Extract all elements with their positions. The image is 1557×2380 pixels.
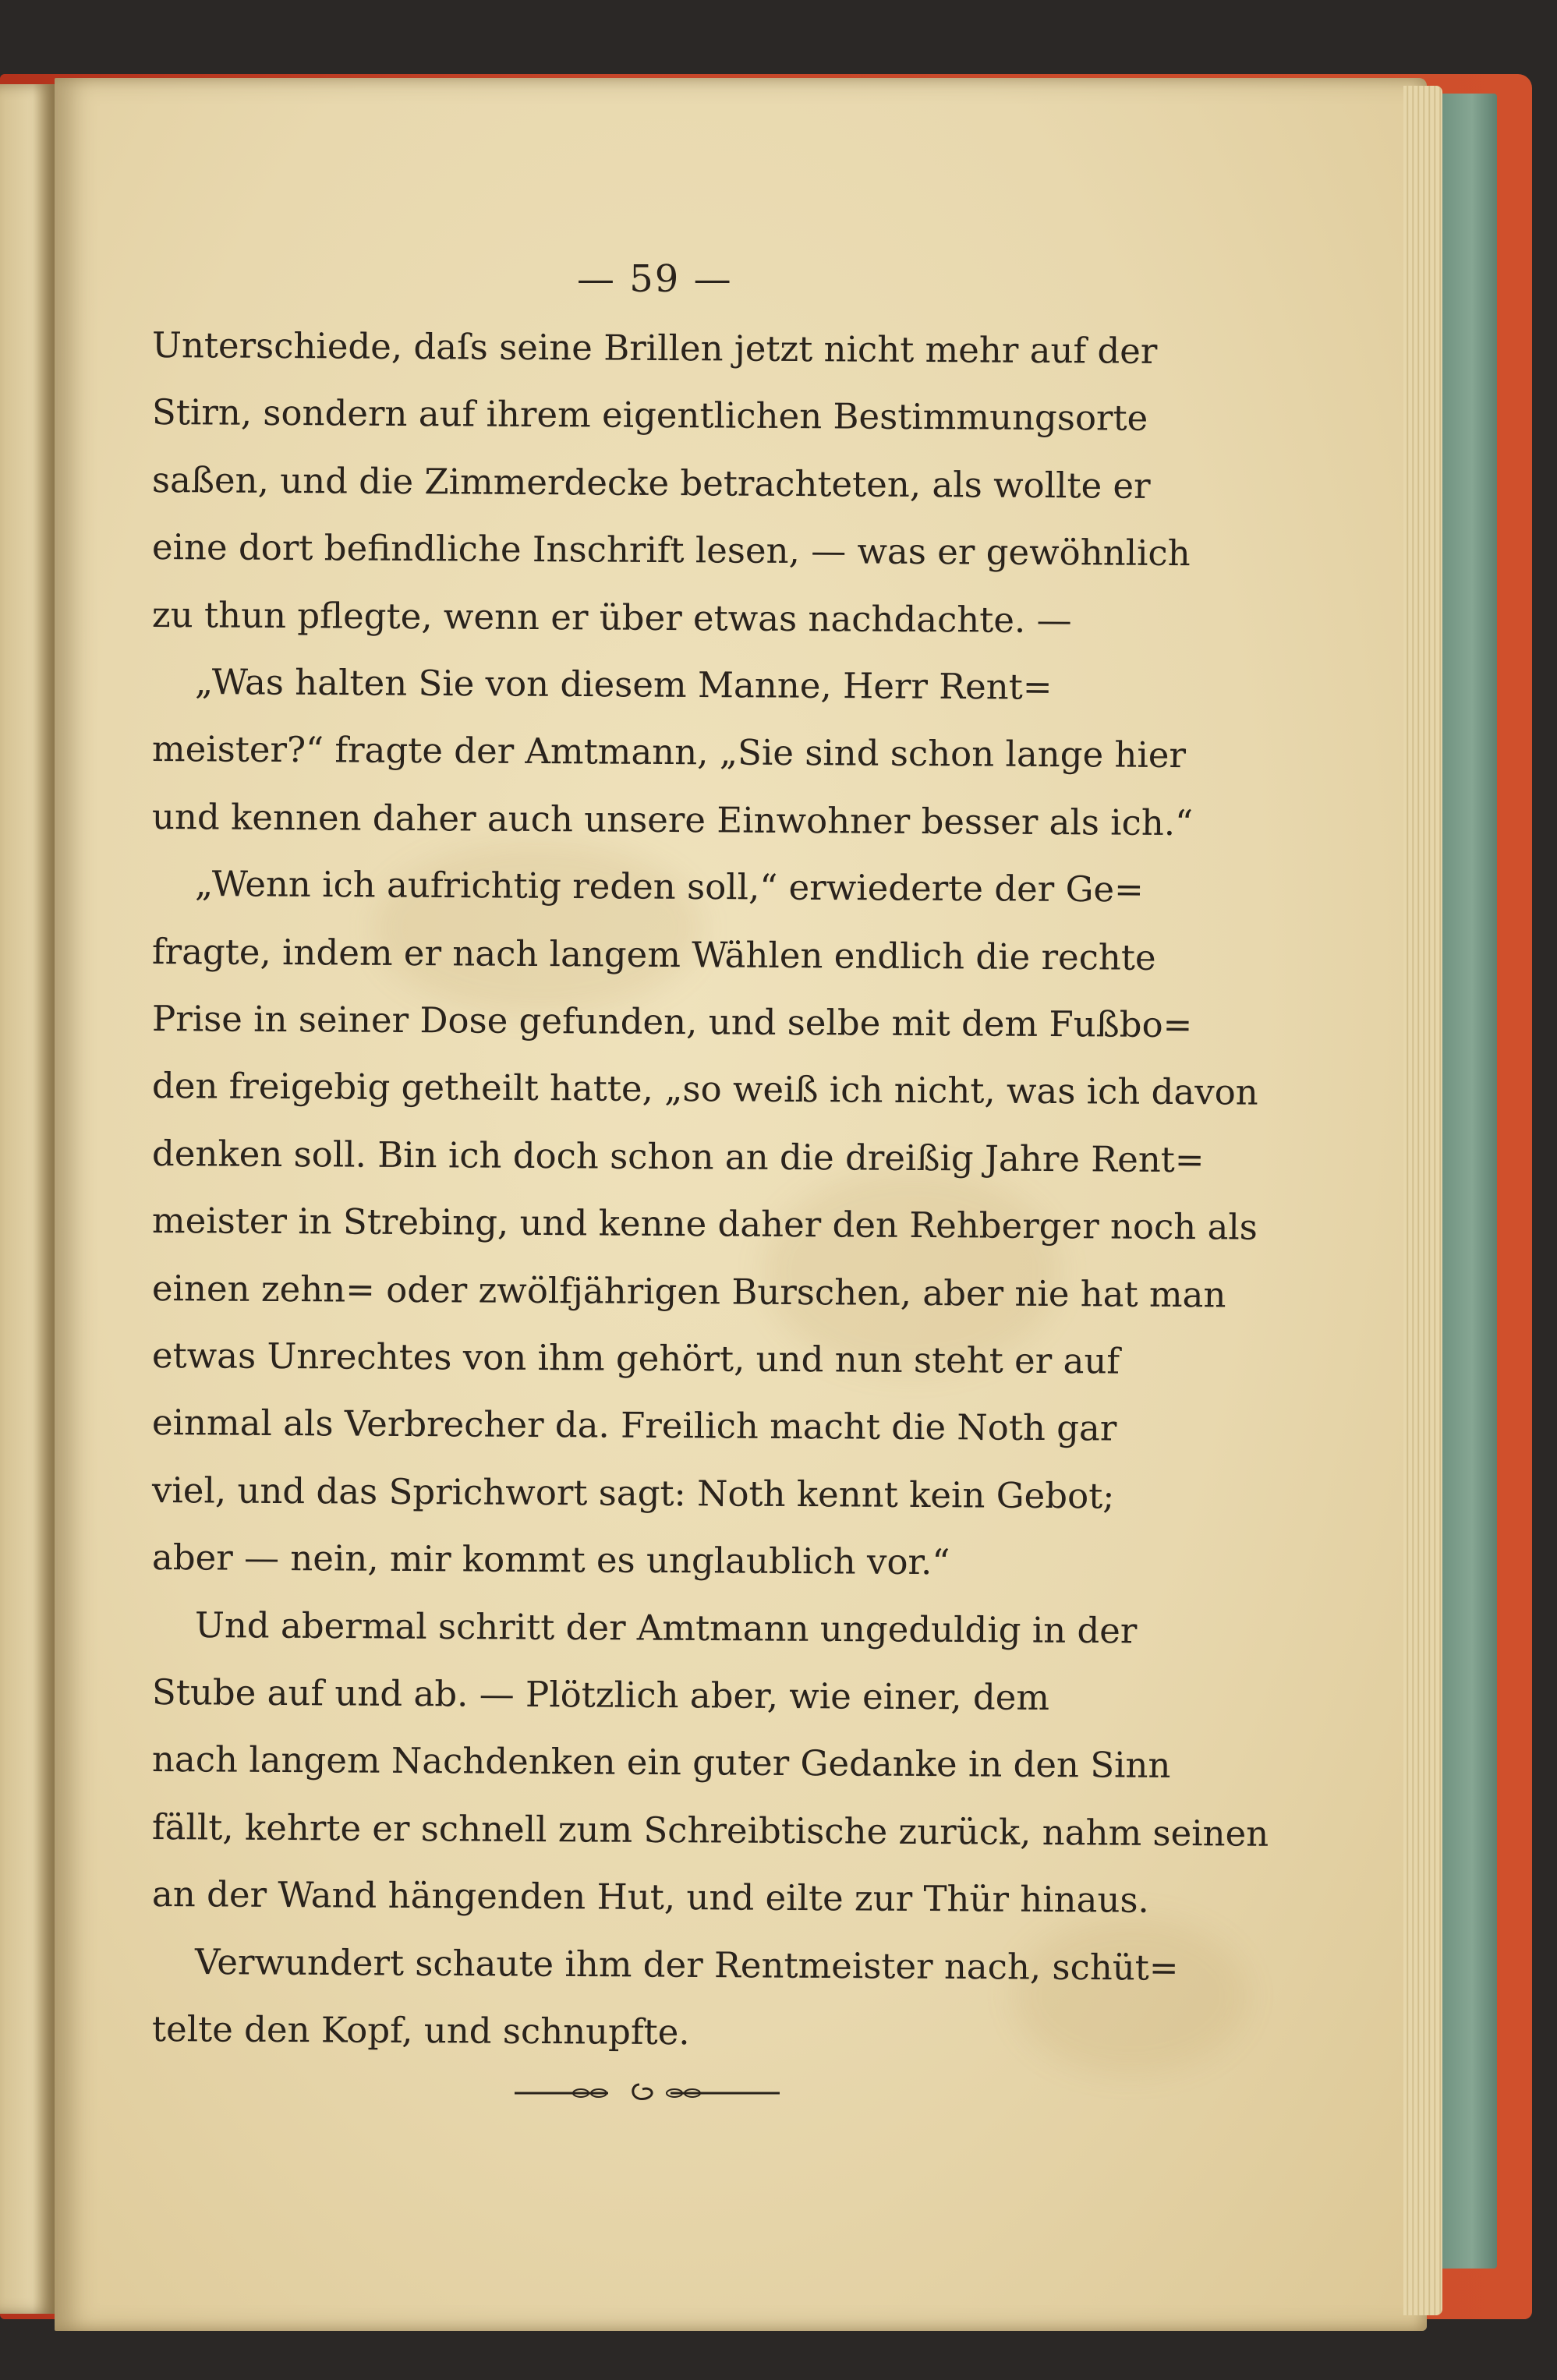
text-line: „Was halten Sie von diesem Manne, Herr Rent= — [194, 661, 1053, 708]
text-line: Und abermal schritt der Amtmann ungeduldig in der — [194, 1604, 1138, 1651]
text-line: aber — nein, mir kommt es unglaublich vor.“ — [151, 1537, 950, 1583]
text-line: telte den Kopf, und schnupfte. — [151, 2008, 690, 2053]
text-line: Verwundert schaute ihm der Rentmeister nach, schüt= — [194, 1940, 1179, 1989]
end-ornament — [515, 2081, 780, 2105]
text-line: Stirn, sondern auf ihrem eigentlichen Bestimmungsorte — [151, 391, 1148, 440]
text-line: einmal als Verbrecher da. Freilich macht die Noth gar — [151, 1402, 1117, 1449]
text-line: fragte, indem er nach langem Wählen endlich die rechte — [151, 930, 1156, 978]
text-line: „Wenn ich aufrichtig reden soll,“ erwiederte der Ge= — [194, 863, 1144, 911]
text-line: und kennen daher auch unsere Einwohner besser als ich.“ — [151, 795, 1194, 843]
text-line: meister in Strebing, und kenne daher den Rehberger noch als — [151, 1200, 1258, 1248]
text-line: Unterschiede, daſs seine Brillen jetzt nicht mehr auf der — [151, 324, 1158, 372]
text-line: Stube auf und ab. — Plötzlich aber, wie einer, dem — [151, 1671, 1050, 1719]
text-line: denken soll. Bin ich doch schon an die dreißig Jahre Rent= — [151, 1132, 1205, 1181]
page-number: — 59 — — [577, 257, 733, 301]
text-line: viel, und das Sprichwort sagt: Noth kennt kein Gebot; — [151, 1469, 1115, 1517]
text-line: einen zehn= oder zwölfjährigen Burschen, aber nie hat man — [151, 1267, 1226, 1316]
text-line: nach langem Nachdenken ein guter Gedanke in den Sinn — [151, 1738, 1171, 1787]
text-line: an der Wand hängenden Hut, und eilte zur Thür hinaus. — [151, 1873, 1149, 1921]
text-line: etwas Unrechtes von ihm gehört, und nun steht er auf — [151, 1335, 1120, 1382]
text-line: saßen, und die Zimmerdecke betrachteten, als wollte er — [151, 458, 1151, 507]
left-page-edge — [0, 84, 55, 2314]
book-cover-inner — [1435, 94, 1497, 2269]
text-line: zu thun pflegte, wenn er über etwas nachdachte. — — [151, 593, 1072, 641]
page-stack-edge — [1403, 86, 1442, 2315]
text-line: Prise in seiner Dose gefunden, und selbe mit dem Fußbo= — [151, 998, 1193, 1046]
text-line: fällt, kehrte er schnell zum Schreibtische zurück, nahm seinen — [151, 1805, 1269, 1855]
text-line: meister?“ fragte der Amtmann, „Sie sind schon lange hier — [151, 728, 1187, 776]
text-line: eine dort befindliche Inschrift lesen, — was er gewöhnlich — [151, 526, 1191, 575]
text-line: den freigebig getheilt hatte, „so weiß ich nicht, was ich davon — [151, 1065, 1258, 1114]
